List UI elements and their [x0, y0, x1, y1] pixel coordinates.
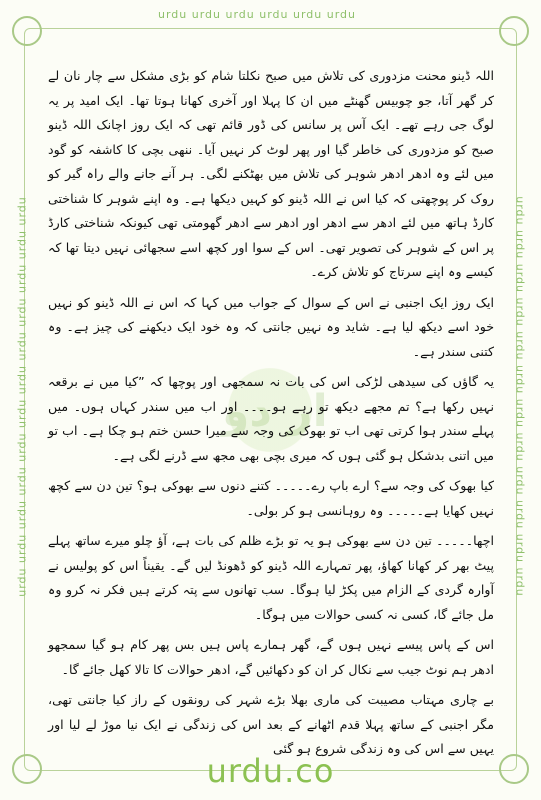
paragraph: بے چاری مہتاب مصیبت کی ماری بھلا بڑے شہر کی رونقوں کے راز کیا جانتی تھی، مگر اجنبی کے ساتھ پہلا قدم اٹھانے کے بعد اس کی زندگی نے ایک نیا موڑ لے لیا اور یہیں سے اس کی وہ زندگی شروع ہو گئی [48, 692, 494, 756]
left-border-watermark: urdu urdu urdu urdu urdu urdu urdu urdu urdu urdu urdu urdu [15, 196, 29, 597]
paragraph: یہ گاؤں کی سیدھی لڑکی اس کی بات نہ سمجھی اور پوچھا کہ ”کیا میں نے برقعہ نہیں رکھا ہے؟ تم مجھے دیکھ تو رہے ہو۔۔۔۔ اور اب میں سندر کہاں ہوں۔ میں پہلے سندر ہوا کرتی تھی اب تو بھوک کی وجہ سے میرا حسن ختم ہو چکا ہے۔ اب تو میں اتنی بدشکل ہو گئی ہوں کہ میری بچی بھی مجھ سے ڈرنے لگی ہے۔ [48, 374, 494, 463]
paragraph: ایک روز ایک اجنبی نے اس کے سوال کے جواب میں کہا کہ اس نے اللہ ڈینو کو نہیں خود اسے دیکھ لیا ہے۔ شاید وہ نہیں جانتی کہ وہ خود ایک دیکھنے کی چیز ہے۔ وہ کتنی سندر ہے۔ [48, 294, 494, 359]
paragraph: اس کے پاس پیسے نہیں ہوں گے، گھر ہمارے پاس ہیں بس پھر کام ہو گیا سمجھو ادھر ہم نوٹ جیب سے نکال کر ان کو دکھائیں گے، ادھر حوالات کا تالا کھل جائے گا۔ [48, 637, 494, 677]
top-border-watermark: urdu urdu urdu urdu urdu urdu [158, 8, 357, 21]
paragraph: اللہ ڈینو محنت مزدوری کی تلاش میں صبح نکلتا شام کو بڑی مشکل سے چار نان لے کر گھر آتا، جو چوبیس گھنٹے میں ان کا پہلا اور آخری کھانا ہوتا تھا۔ ایک امید پر یہ لوگ جی رہے تھے۔ ایک آس پر سانس کی ڈور قائم تھی کہ ایک روز اچانک اللہ ڈینو صبح کو مزدوری کی خاطر گیا اور پھر لوٹ کر نہیں آیا۔ ننھی بچی کا کاشفہ کو گود میں لئے وہ ادھر ادھر شوہر کی تلاش میں بھٹکنے لگی۔ ہر آنے جانے والے راہ گیر کو روک کر پوچھتی کہ کیا اس نے اللہ ڈینو کو کہیں دیکھا ہے۔ وہ اپنے شوہر کا شناختی کارڈ ہاتھ میں لئے ادھر سے ادھر اور ادھر سے ادھر گھومتی تھی کیونکہ شناختی کارڈ پر اس کے شوہر کی تصویر تھی۔ اس کے سوا اور کچھ اسے سجھائی نہیں دیتا تھا کہ کیسے وہ اپنے سرتاج کو تلاش کرے۔ [48, 68, 494, 279]
right-border-watermark: urdu urdu urdu urdu urdu urdu urdu urdu urdu urdu urdu urdu [513, 196, 527, 597]
paragraph: کیا بھوک کی وجہ سے؟ ارے باپ رے۔۔۔۔۔ کتنے دنوں سے بھوکی ہو؟ تین دن سے کچھ نہیں کھایا ہے۔۔۔۔۔ وہ روہانسی ہو کر بولی۔ [48, 478, 494, 518]
corner-ornament-icon [12, 16, 42, 46]
corner-ornament-icon [499, 16, 529, 46]
footer-logo[interactable]: urdu.co [206, 752, 335, 790]
story-text [48, 64, 494, 768]
watermark-logo-text: ار دو [222, 386, 328, 437]
paragraph: اچھا۔۔۔۔۔ تین دن سے بھوکی ہو یہ تو بڑے ظلم کی بات ہے، آؤ چلو میرے ساتھ پہلے پیٹ بھر کر کھانا کھاؤ، پھر تمہارے اللہ ڈینو کو ڈھونڈ لیں گے۔ یقیناً اس کو پولیس نے آوارہ گردی کے الزام میں پکڑ لیا ہوگا۔ سب تھانوں سے پتہ کرتے ہیں فکر نہ کرو وہ مل جائے گا، کسی نہ کسی حوالات میں ہوگا۔ [48, 533, 494, 622]
